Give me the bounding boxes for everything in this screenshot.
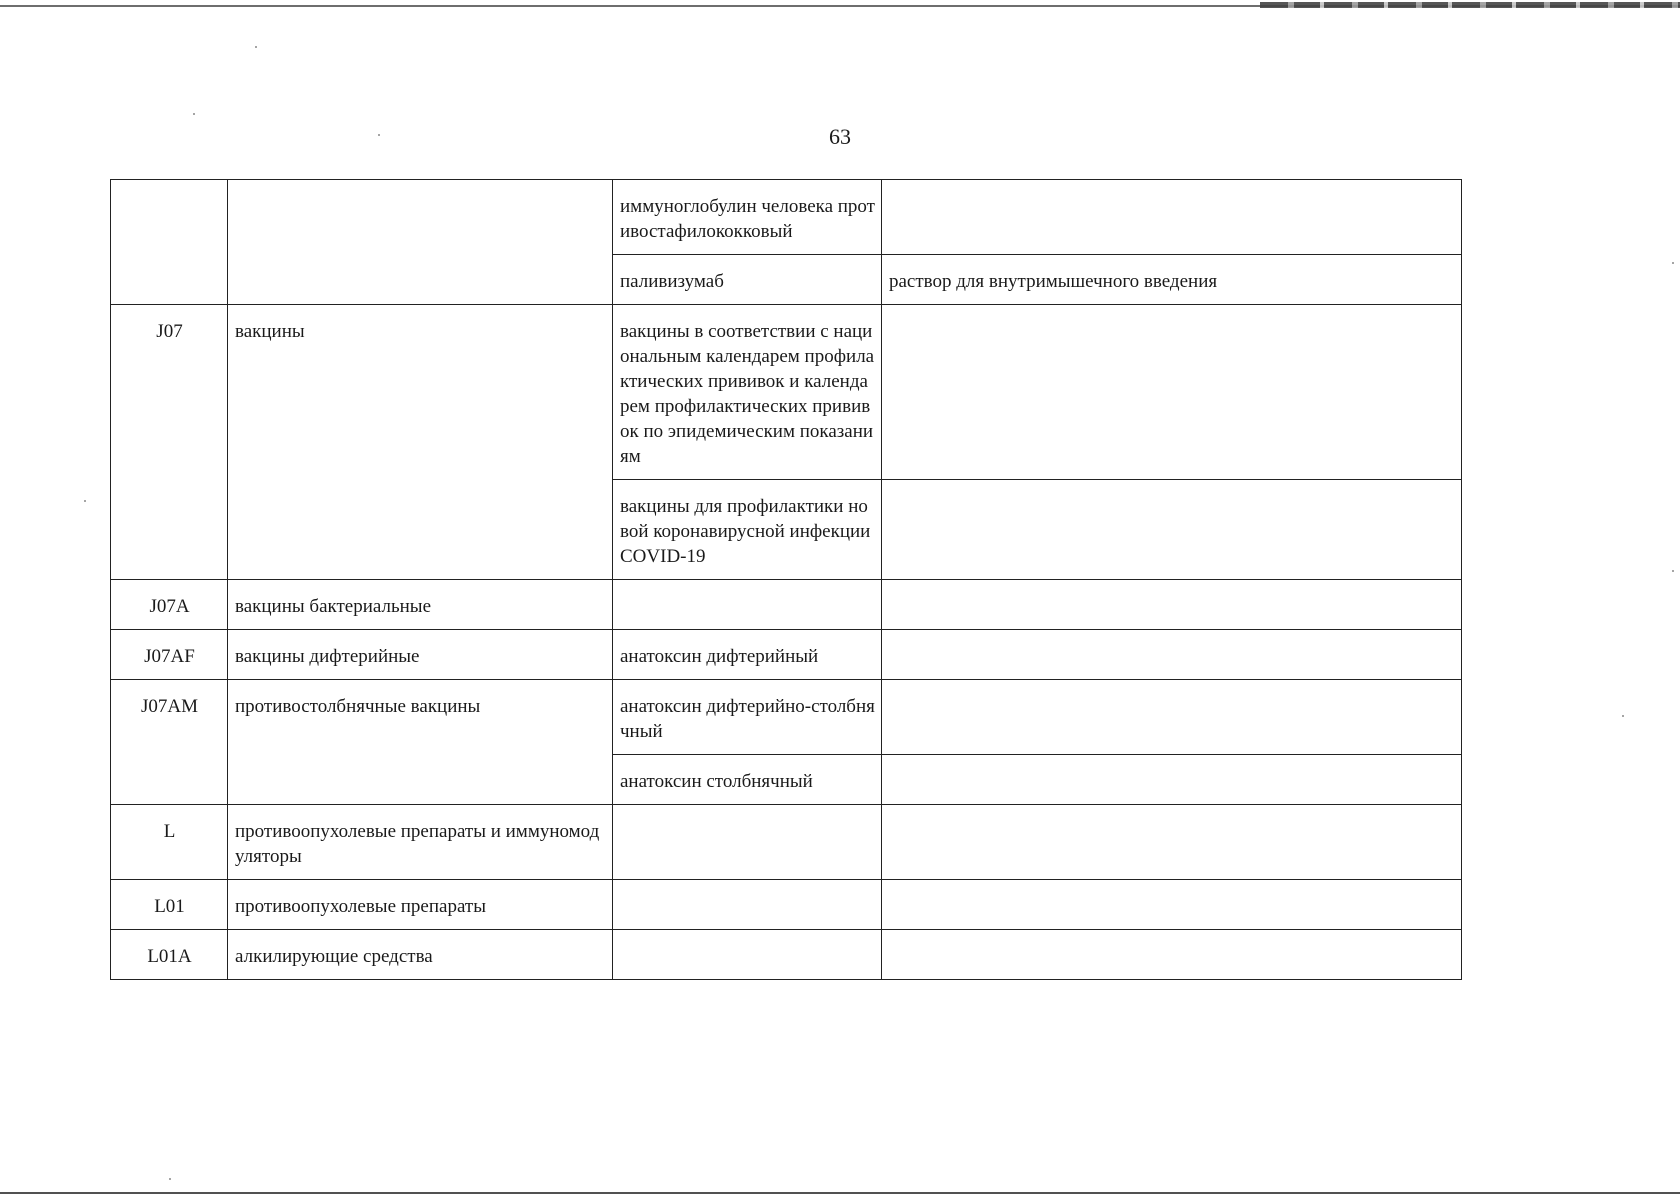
atc-code-cell: J07: [111, 305, 228, 580]
atc-code-cell: [111, 180, 228, 305]
scan-speck: [1672, 262, 1674, 264]
drug-name-cell: вакцины для профилактики новой коронавирусной инфекции COVID-19: [613, 480, 882, 580]
table-row: [111, 180, 1462, 255]
drug-table: [110, 179, 1462, 980]
scan-speck: [1672, 570, 1674, 572]
table-row: [111, 305, 1462, 480]
scan-speck: [169, 1178, 171, 1180]
scan-speck: [193, 113, 195, 115]
drug-name-cell: [613, 880, 882, 930]
scan-speck: [84, 500, 86, 502]
table-row: [111, 880, 1462, 930]
atc-code-cell: J07A: [111, 580, 228, 630]
dosage-form-cell: [882, 680, 1462, 755]
page-number: 63: [829, 124, 851, 149]
scan-bottom-edge: [0, 1192, 1680, 1194]
scan-speck: [378, 134, 380, 136]
drug-name-cell: иммуноглобулин человека противостафилококковый: [613, 180, 882, 255]
dosage-form-cell: [882, 480, 1462, 580]
dosage-form-cell: [882, 630, 1462, 680]
anatomical-group-cell: вакцины дифтерийные: [228, 630, 613, 680]
anatomical-group-cell: [228, 180, 613, 305]
table-row: [111, 680, 1462, 755]
anatomical-group-cell: противоопухолевые препараты: [228, 880, 613, 930]
atc-code-cell: J07AM: [111, 680, 228, 805]
table-row: [111, 930, 1462, 980]
drug-table-body: [111, 180, 1462, 980]
drug-name-cell: анатоксин дифтерийный: [613, 630, 882, 680]
dosage-form-cell: [882, 930, 1462, 980]
dosage-form-cell: раствор для внутримышечного введения: [882, 255, 1462, 305]
dosage-form-cell: [882, 180, 1462, 255]
atc-code-cell: L01: [111, 880, 228, 930]
table-row: [111, 630, 1462, 680]
drug-name-cell: анатоксин дифтерийно-столбнячный: [613, 680, 882, 755]
atc-code-cell: L01A: [111, 930, 228, 980]
anatomical-group-cell: противоопухолевые препараты и иммуномодуляторы: [228, 805, 613, 880]
table-row: [111, 580, 1462, 630]
dosage-form-cell: [882, 805, 1462, 880]
table-row: [111, 805, 1462, 880]
scan-top-edge: [0, 2, 1680, 10]
drug-name-cell: анатоксин столбнячный: [613, 755, 882, 805]
anatomical-group-cell: алкилирующие средства: [228, 930, 613, 980]
drug-name-cell: [613, 930, 882, 980]
scan-speck: [1622, 715, 1624, 717]
dosage-form-cell: [882, 305, 1462, 480]
drug-name-cell: [613, 580, 882, 630]
scan-speck: [255, 46, 257, 48]
anatomical-group-cell: вакцины: [228, 305, 613, 580]
drug-name-cell: [613, 805, 882, 880]
atc-code-cell: L: [111, 805, 228, 880]
atc-code-cell: J07AF: [111, 630, 228, 680]
anatomical-group-cell: вакцины бактериальные: [228, 580, 613, 630]
anatomical-group-cell: противостолбнячные вакцины: [228, 680, 613, 805]
dosage-form-cell: [882, 880, 1462, 930]
dosage-form-cell: [882, 580, 1462, 630]
drug-name-cell: паливизумаб: [613, 255, 882, 305]
drug-name-cell: вакцины в соответствии с национальным календарем профилактических прививок и календарем профилактических прививок по эпидемическим показаниям: [613, 305, 882, 480]
dosage-form-cell: [882, 755, 1462, 805]
